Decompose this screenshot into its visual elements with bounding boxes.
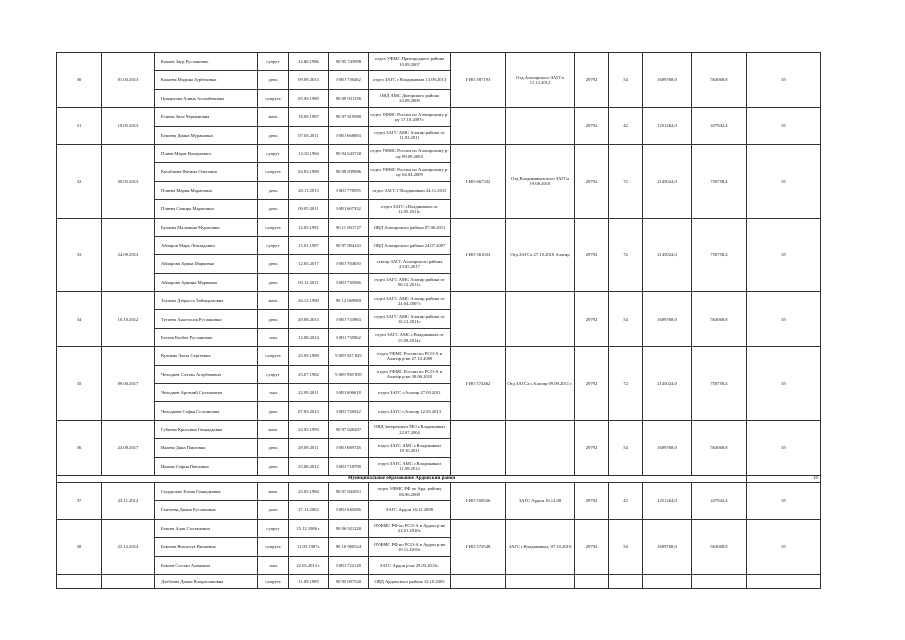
member-relation: супруга bbox=[258, 218, 289, 236]
member-relation: супруг bbox=[258, 53, 289, 71]
member-relation: мать bbox=[258, 292, 289, 310]
registry-office bbox=[506, 108, 575, 145]
area: 42 bbox=[609, 108, 643, 145]
member-birthdate: 20.08.2013 bbox=[289, 310, 329, 328]
marriage-certificate: I-ИО 667332 bbox=[451, 144, 506, 218]
member-birthdate: 22.05.1993 bbox=[289, 420, 329, 438]
area: 72 bbox=[609, 144, 643, 218]
area: 54 bbox=[609, 53, 643, 108]
member-document: отдел ЗАГС г.Владикавказ от 11.05.2011г. bbox=[369, 200, 451, 218]
registration-date: 19.05.2013 bbox=[102, 108, 155, 145]
member-name: Кокаева Мадина Зурбековна bbox=[155, 71, 258, 89]
member-document: ЗАГС Ардон р-на 29.03.2013г. bbox=[369, 556, 451, 574]
empty-cell bbox=[643, 574, 692, 588]
percent: 35 bbox=[747, 218, 821, 292]
member-document: ЗАГС Ардон 16.12.2008 bbox=[369, 501, 451, 519]
member-passport: I-ИО 784650 bbox=[329, 255, 369, 273]
member-relation: супруга bbox=[258, 89, 289, 107]
member-name: Бекоев Сослан Аланович bbox=[155, 556, 258, 574]
marriage-certificate: I-ИО 574462 bbox=[451, 347, 506, 421]
marriage-certificate bbox=[451, 108, 506, 145]
member-relation: супруга bbox=[258, 347, 289, 365]
member-birthdate: 26.12.1990 bbox=[289, 292, 329, 310]
member-name: Губиева Кристина Геннадьевна bbox=[155, 420, 258, 438]
registration-date: 23.08.2017 bbox=[102, 420, 155, 475]
member-passport: 90 10 960524 bbox=[329, 538, 369, 556]
subsidy-sum: 563068,8 bbox=[692, 292, 747, 347]
row-number: 37 bbox=[57, 482, 102, 519]
table-row bbox=[57, 108, 821, 126]
percent: 35 bbox=[747, 420, 821, 475]
member-birthdate: 15.12.1986 г. bbox=[289, 519, 329, 537]
registration-date: 25.12.2014 bbox=[102, 519, 155, 574]
member-document: отдел ЗАГС АМС Алагир района от 24.04.2007г. bbox=[369, 292, 451, 310]
empty-cell bbox=[609, 574, 643, 588]
total-sum: 1251264,0 bbox=[643, 482, 692, 519]
member-passport: 90 08 839886 bbox=[329, 163, 369, 181]
registration-date: 01.03.2013 bbox=[102, 53, 155, 108]
member-document: ОУФМС РФ по РСО-А в Ардон р-не 10.11.2010г. bbox=[369, 538, 451, 556]
member-relation: супруга bbox=[258, 163, 289, 181]
member-birthdate: 09.05.2011 bbox=[289, 200, 329, 218]
percent: 35 bbox=[747, 144, 821, 218]
registration-date: 23.11.2012 bbox=[102, 482, 155, 519]
member-passport: I-ИО 718708 bbox=[329, 457, 369, 475]
member-birthdate: 12.05.1991 bbox=[289, 218, 329, 236]
table-row bbox=[57, 218, 821, 236]
subsidy-sum: 750758,4 bbox=[692, 347, 747, 421]
member-passport: I-ИО 667332 bbox=[329, 200, 369, 218]
registration-date: 24.09.2013 bbox=[102, 218, 155, 292]
registry-office bbox=[506, 292, 575, 347]
member-name: Тугаева Анастасия Руслановна bbox=[155, 310, 258, 328]
member-birthdate: 25.08.2012 bbox=[289, 457, 329, 475]
total-sum: 1251264,0 bbox=[643, 108, 692, 145]
member-document: отдел УФМС РФ по Ард. району 06.06.2008 bbox=[369, 482, 451, 500]
member-name: Айларова Армина Марковна bbox=[155, 273, 258, 291]
member-document: отдел ЗАГС г.Владикавказ 13.09.2013 bbox=[369, 71, 451, 89]
member-relation: дочь bbox=[258, 273, 289, 291]
registry-office: Отд.ЗАГСа г.Алагир 09.08.2011 г. bbox=[506, 347, 575, 421]
marriage-certificate: I-ИО 558326 bbox=[451, 482, 506, 519]
percent: 35 bbox=[747, 347, 821, 421]
row-number: 33 bbox=[57, 218, 102, 292]
member-name: Цомартова Алина Асланбековна bbox=[155, 89, 258, 107]
member-document: отдел ЗАГС Г.Владикавказ 24.11.2015 bbox=[369, 181, 451, 199]
member-relation: дочь bbox=[258, 310, 289, 328]
section-title: Муниципальное образование Ардонский район bbox=[57, 475, 747, 482]
subsidy-sum: 563068,8 bbox=[692, 420, 747, 475]
member-passport: 90 12 069869 bbox=[329, 292, 369, 310]
member-relation: сын bbox=[258, 556, 289, 574]
total-sum: 1609768,0 bbox=[643, 519, 692, 574]
member-relation: дочь bbox=[258, 126, 289, 144]
percent: 35 bbox=[747, 292, 821, 347]
member-relation: супруг bbox=[258, 519, 289, 537]
row-number bbox=[57, 574, 102, 588]
member-document: отдел ЗАГС АМС г.Владикавказ 11.09.2012 bbox=[369, 457, 451, 475]
member-passport: 90 07 842851 bbox=[329, 482, 369, 500]
area: 54 bbox=[609, 519, 643, 574]
area: 72 bbox=[609, 218, 643, 292]
member-birthdate: 22.09.2011 bbox=[289, 384, 329, 402]
member-document: отдел УФМС Пригородного района 10.09.2007 bbox=[369, 53, 451, 71]
member-passport: 90 09 931356 bbox=[329, 89, 369, 107]
empty-cell bbox=[451, 574, 506, 588]
member-birthdate: 11.05.1987г. bbox=[289, 538, 329, 556]
member-document: отдел УФМС России по РСО-А в Алагир р-не 27.10.2009 bbox=[369, 347, 451, 365]
member-passport: I-ИО 736462 bbox=[329, 71, 369, 89]
member-relation: дочь bbox=[258, 255, 289, 273]
registry-office: Отд.Владикавказского ЗАГСа 19.06.2010 bbox=[506, 144, 575, 218]
marriage-certificate: I-ИО 561033 bbox=[451, 218, 506, 292]
subsidy-sum: 437942,4 bbox=[692, 482, 747, 519]
row-number: 35 bbox=[57, 347, 102, 421]
member-relation: супруга bbox=[258, 538, 289, 556]
registration-date: 30.05.2013 bbox=[102, 144, 155, 218]
member-relation: дочь bbox=[258, 71, 289, 89]
table-row bbox=[57, 574, 821, 588]
price-code: 29792 bbox=[575, 519, 609, 574]
member-name: Чельдиев Арсений Солтанович bbox=[155, 384, 258, 402]
marriage-certificate bbox=[451, 420, 506, 475]
member-birthdate: 18.09.1987 bbox=[289, 108, 329, 126]
table-row bbox=[57, 519, 821, 537]
price-code: 29792 bbox=[575, 482, 609, 519]
price-code: 29792 bbox=[575, 292, 609, 347]
section-count: 16 bbox=[747, 475, 821, 482]
subsidy-sum: 750758,4 bbox=[692, 218, 747, 292]
member-passport: I-ИО 733984 bbox=[329, 310, 369, 328]
table-row bbox=[57, 144, 821, 162]
member-relation: сын bbox=[258, 384, 289, 402]
price-code: 29792 bbox=[575, 108, 609, 145]
percent: 35 bbox=[747, 482, 821, 519]
member-name: Гантоева Диана Руслановна bbox=[155, 501, 258, 519]
member-passport: 90 06 921220 bbox=[329, 519, 369, 537]
member-name: Тогаева Дзерасса Таймуразовна bbox=[155, 292, 258, 310]
member-relation: супруга bbox=[258, 574, 289, 588]
member-birthdate: 12.08.2014 bbox=[289, 328, 329, 346]
member-name: Сидорские Елена Геннадьевна bbox=[155, 482, 258, 500]
member-birthdate: 09.09.2013 bbox=[289, 71, 329, 89]
member-passport: I-ИО 722128 bbox=[329, 556, 369, 574]
member-relation: супруг bbox=[258, 144, 289, 162]
member-name: Кокаев Заур Русланович bbox=[155, 53, 258, 71]
registry-office: Отд.Алагирского ЗАГСа 11.12.2012 bbox=[506, 53, 575, 108]
empty-cell bbox=[747, 574, 821, 588]
member-birthdate: 02.03.1989 bbox=[289, 163, 329, 181]
member-name: Бекоев Алан Солтанович bbox=[155, 519, 258, 537]
member-document: ОУФМС РФ по РСО-А в Ардон р-не 22.01.2010г. bbox=[369, 519, 451, 537]
row-number: 32 bbox=[57, 144, 102, 218]
marriage-certificate: I-ИО 572548 bbox=[451, 519, 506, 574]
member-birthdate: 20.11.2015 bbox=[289, 181, 329, 199]
total-sum: 1609768,0 bbox=[643, 420, 692, 475]
member-passport: I-ИО 696618 bbox=[329, 384, 369, 402]
member-passport: 90 07 626207 bbox=[329, 420, 369, 438]
member-relation: супруг bbox=[258, 365, 289, 383]
member-name: Плиев Марат Валерьевич bbox=[155, 144, 258, 162]
row-number: 36 bbox=[57, 420, 102, 475]
table-row bbox=[57, 482, 821, 500]
member-name: Плиева Самира Маратовна bbox=[155, 200, 258, 218]
member-passport: I-ИО 668094 bbox=[329, 126, 369, 144]
member-document: отдел УФМС России по Алагирскому р-ну 17.10.2007г. bbox=[369, 108, 451, 126]
subsidy-sum: 750758,4 bbox=[692, 144, 747, 218]
price-code: 29792 bbox=[575, 218, 609, 292]
member-birthdate: 07.03.2013 bbox=[289, 402, 329, 420]
total-sum: 2145024,0 bbox=[643, 347, 692, 421]
member-passport: I-ИО 730566 bbox=[329, 273, 369, 291]
percent: 35 bbox=[747, 53, 821, 108]
row-number: 31 bbox=[57, 108, 102, 145]
member-document: отдел ЗАГС АМС Алагир района от 06.12.2011г. bbox=[369, 273, 451, 291]
member-relation: мать bbox=[258, 420, 289, 438]
member-relation: сын bbox=[258, 328, 289, 346]
subsidy-sum: 563068,8 bbox=[692, 53, 747, 108]
registry-office: Отд.ЗАГСа 27.10.2010 Алагир bbox=[506, 218, 575, 292]
registration-date: 10.10.2012 bbox=[102, 292, 155, 347]
member-document: отдел УФМС России по Алагирскому р-ну 04.04.2009 bbox=[369, 163, 451, 181]
member-birthdate: 25.09.1989 bbox=[289, 347, 329, 365]
empty-cell bbox=[506, 574, 575, 588]
area: 72 bbox=[609, 347, 643, 421]
member-relation: дочь bbox=[258, 457, 289, 475]
member-passport: 90 05 743898 bbox=[329, 53, 369, 71]
subsidy-sum: 563068,8 bbox=[692, 519, 747, 574]
member-birthdate: 14.10.1984 bbox=[289, 144, 329, 162]
total-sum: 1609768,0 bbox=[643, 53, 692, 108]
member-passport: I-ИО 778595 bbox=[329, 181, 369, 199]
member-name: Касабиева Фатима Олеговна bbox=[155, 163, 258, 181]
member-document: отдел УФМС России по РСО-А в Алагир р-не 30.06.2010 bbox=[369, 365, 451, 383]
registration-date bbox=[102, 574, 155, 588]
member-birthdate: 12.05.2017 bbox=[289, 255, 329, 273]
row-number: 34 bbox=[57, 292, 102, 347]
member-passport: I-ИО 726922 bbox=[329, 402, 369, 420]
total-sum: 2145024,0 bbox=[643, 144, 692, 218]
empty-cell bbox=[575, 574, 609, 588]
member-name: Есиева Зита Черменовна bbox=[155, 108, 258, 126]
table-row bbox=[57, 347, 821, 365]
marriage-certificate bbox=[451, 292, 506, 347]
empty-cell bbox=[692, 574, 747, 588]
member-relation: мать bbox=[258, 482, 289, 500]
member-passport: 9 009 927 825 bbox=[329, 347, 369, 365]
registry-office: ЗАГС г.Владикавказ, 07.10.2010 bbox=[506, 519, 575, 574]
price-code: 29792 bbox=[575, 144, 609, 218]
member-document: ОВД Затеречного МО г.Владикавказ 22.07.2004 bbox=[369, 420, 451, 438]
member-document: отдел ЗАГС АМС Алагир района от 11.03.2011 bbox=[369, 126, 451, 144]
member-document: ОВД АМС Дигорского района 24.08.2009 bbox=[369, 89, 451, 107]
member-name: Икаева София Павловна bbox=[155, 457, 258, 475]
subsidy-sum: 437942,4 bbox=[692, 108, 747, 145]
section-row bbox=[57, 475, 821, 482]
member-name: Кучиева Эльза Сергеевна bbox=[155, 347, 258, 365]
registry-office bbox=[506, 420, 575, 475]
member-document: отдел ЗАГС г.Алагир 27.09.2011 bbox=[369, 384, 451, 402]
member-birthdate: 05.09.1989 bbox=[289, 89, 329, 107]
table-row bbox=[57, 53, 821, 71]
registration-date: 09.06.2017 bbox=[102, 347, 155, 421]
table-row bbox=[57, 292, 821, 310]
member-name: Бекоева Диана Мурановна bbox=[155, 126, 258, 144]
member-document: ОВД Алагирского района 07.06.2011 bbox=[369, 218, 451, 236]
member-birthdate: 07.03.2011 bbox=[289, 126, 329, 144]
member-name: Бегаев Казбек Русланович bbox=[155, 328, 258, 346]
member-passport: 9 009 958 839 bbox=[329, 365, 369, 383]
member-relation: супруг bbox=[258, 236, 289, 254]
member-birthdate: 15.01.1987 bbox=[289, 236, 329, 254]
member-passport: I-ИО 640296 bbox=[329, 501, 369, 519]
member-passport: I-ИО 735962 bbox=[329, 328, 369, 346]
member-birthdate: 03.12.2011 bbox=[289, 273, 329, 291]
price-code: 29792 bbox=[575, 420, 609, 475]
member-document: отдел ЗАГС АМС г.Владикавказ от 15.08.2014г. bbox=[369, 328, 451, 346]
member-birthdate: 11.09.1985 bbox=[289, 574, 329, 588]
member-document: отдел ЗАГС АМС г.Владикавказ 18.10.2011 bbox=[369, 439, 451, 457]
member-name: Дзобоева Диана Владиславовна bbox=[155, 574, 258, 588]
member-document: ОВД Ардонского района 12.10.2005 bbox=[369, 574, 451, 588]
member-passport: 90 07 819980 bbox=[329, 108, 369, 126]
area: 42 bbox=[609, 482, 643, 519]
member-passport: 90 11 001727 bbox=[329, 218, 369, 236]
total-sum: 1609768,0 bbox=[643, 292, 692, 347]
member-passport: 90 07 804241 bbox=[329, 236, 369, 254]
member-name: Айларов Марк Леонидович bbox=[155, 236, 258, 254]
registry-table bbox=[56, 52, 821, 589]
member-relation: дочь bbox=[258, 501, 289, 519]
member-birthdate: 25.05.1984 bbox=[289, 482, 329, 500]
row-number: 38 bbox=[57, 519, 102, 574]
housing-registry-document bbox=[56, 52, 820, 589]
percent: 35 bbox=[747, 519, 821, 574]
member-birthdate: 12.06.1986 bbox=[289, 53, 329, 71]
price-code: 29792 bbox=[575, 53, 609, 108]
member-document: отдел ЗАГС г.Алагир 12.03.2013 bbox=[369, 402, 451, 420]
percent: 35 bbox=[747, 108, 821, 145]
member-relation: дочь bbox=[258, 439, 289, 457]
member-birthdate: 27.11.2002 bbox=[289, 501, 329, 519]
member-name: Плиева Мария Маратовна bbox=[155, 181, 258, 199]
member-passport: I-ИО 689726 bbox=[329, 439, 369, 457]
member-passport: 90 05 697520 bbox=[329, 574, 369, 588]
member-name: Булаева Мальвина Муратовна bbox=[155, 218, 258, 236]
total-sum: 2145024,0 bbox=[643, 218, 692, 292]
table-row bbox=[57, 420, 821, 438]
member-name: Икаева Дана Павловна bbox=[155, 439, 258, 457]
member-relation: дочь bbox=[258, 402, 289, 420]
area: 54 bbox=[609, 292, 643, 347]
member-birthdate: 29.09.2011 bbox=[289, 439, 329, 457]
member-document: сектор ЗАГС Алагирского района 23.05.2017 bbox=[369, 255, 451, 273]
member-name: Айларова Арина Марковна bbox=[155, 255, 258, 273]
member-name: Чельдиев Солтан Агорбекович bbox=[155, 365, 258, 383]
registry-office: ЗАГС Ардон 16.12.08 bbox=[506, 482, 575, 519]
member-birthdate: 22.03.2013 г. bbox=[289, 556, 329, 574]
member-name: Чельдиева Софья Солтановна bbox=[155, 402, 258, 420]
member-name: Бекоева Виолетта Вилиевна bbox=[155, 538, 258, 556]
marriage-certificate: I-ИО 587193 bbox=[451, 53, 506, 108]
area: 54 bbox=[609, 420, 643, 475]
price-code: 29792 bbox=[575, 347, 609, 421]
member-document: отдел ЗАГС АМС Алагир района от 16.12.2011г. bbox=[369, 310, 451, 328]
member-relation: мать bbox=[258, 108, 289, 126]
member-relation: дочь bbox=[258, 181, 289, 199]
member-document: отдел УФМС России по Алагирскому р-ну 09.09.2004 bbox=[369, 144, 451, 162]
member-passport: 90 04 643720 bbox=[329, 144, 369, 162]
member-relation: дочь bbox=[258, 200, 289, 218]
member-document: ОВД Алагирского района 24.07.2007 bbox=[369, 236, 451, 254]
row-number: 30 bbox=[57, 53, 102, 108]
member-birthdate: 25.07.1982 bbox=[289, 365, 329, 383]
